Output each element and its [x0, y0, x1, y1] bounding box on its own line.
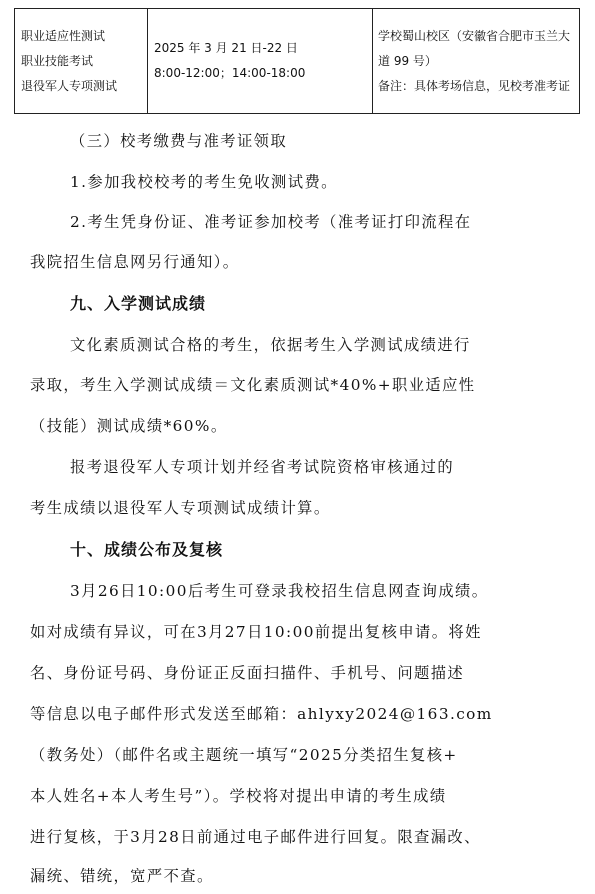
paragraph-line: 1.参加我校校考的考生免收测试费。	[70, 173, 338, 191]
paragraph-line: 录取，考生入学测试成绩＝文化素质测试*40%+职业适应性	[30, 376, 476, 394]
section-fees-heading: （三）校考缴费与准考证领取	[70, 132, 288, 150]
exam-date: 2025 年 3 月 21 日-22 日	[154, 41, 298, 55]
paragraph-line: 报考退役军人专项计划并经省考试院资格审核通过的	[70, 458, 455, 476]
exam-type-cell	[15, 9, 148, 114]
paragraph-line: 我院招生信息网另行通知）。	[30, 253, 240, 271]
exam-type-1: 职业适应性测试	[21, 28, 106, 43]
exam-hours: 8:00-12:00；14:00-18:00	[154, 66, 306, 80]
paragraph-line: 漏统、错统，宽严不查。	[30, 867, 214, 885]
exam-time-cell	[148, 9, 373, 114]
exam-note: 备注：具体考场信息，见校考准考证	[378, 78, 571, 93]
section-heading-9: 九、入学测试成绩	[70, 294, 207, 313]
paragraph-line: 进行复核，于3月28日前通过电子邮件进行回复。限查漏改、	[30, 828, 481, 846]
exam-type-2: 职业技能考试	[21, 53, 94, 68]
exam-type-3: 退役军人专项测试	[21, 78, 118, 93]
paragraph-line: （教务处）（邮件名或主题统一填写“2025分类招生复核+	[30, 746, 458, 764]
section-heading-10: 十、成绩公布及复核	[70, 540, 224, 559]
paragraph-line: 3月26日10:00后考生可登录我校招生信息网查询成绩。	[70, 582, 489, 600]
exam-location-cell	[373, 9, 580, 114]
exam-schedule-table	[14, 8, 580, 114]
paragraph-line: 本人姓名+本人考生号”）。学校将对提出申请的考生成绩	[30, 787, 447, 805]
exam-location: 学校蜀山校区（安徽省合肥市玉兰大道 99 号）	[378, 28, 571, 68]
paragraph-line: 文化素质测试合格的考生，依据考生入学测试成绩进行	[70, 336, 471, 354]
paragraph-line: 如对成绩有异议，可在3月27日10:00前提出复核申请。将姓	[30, 623, 482, 641]
paragraph-line: 等信息以电子邮件形式发送至邮箱：ahlyxy2024@163.com	[30, 705, 493, 723]
paragraph-line: （技能）测试成绩*60%。	[30, 417, 228, 435]
paragraph-line: 名、身份证号码、身份证正反面扫描件、手机号、问题描述	[30, 664, 465, 682]
paragraph-line: 考生成绩以退役军人专项测试成绩计算。	[30, 499, 331, 517]
paragraph-line: 2.考生凭身份证、准考证参加校考（准考证打印流程在	[70, 213, 472, 231]
table-row	[15, 9, 580, 114]
